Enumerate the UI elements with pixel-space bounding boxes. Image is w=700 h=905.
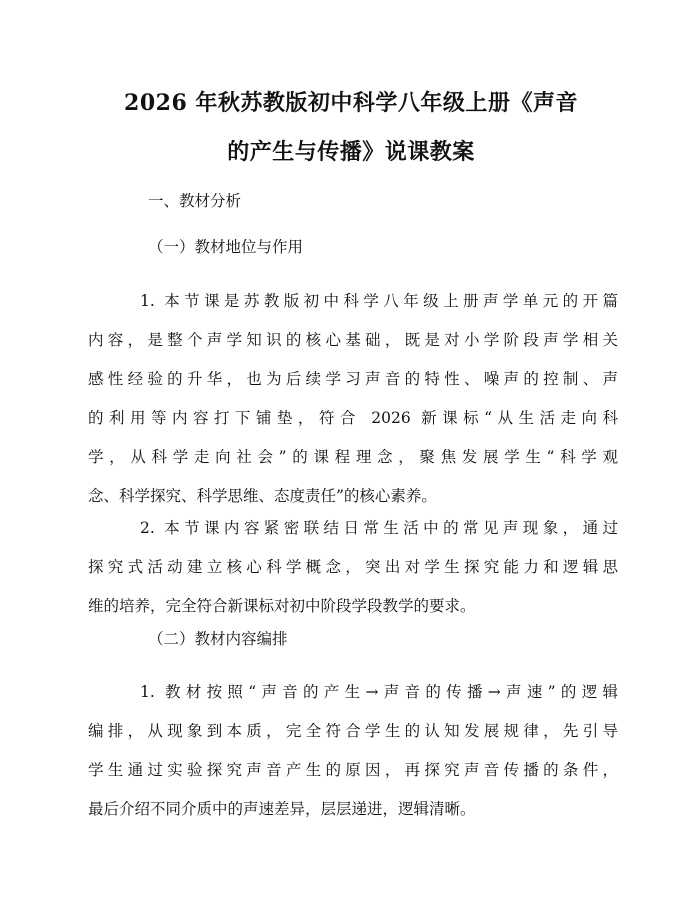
- section-heading-textbook-analysis: 一、教材分析: [148, 192, 242, 210]
- paragraph-2-line: 维的培养，完全符合新课标对初中阶段学段教学的要求。: [88, 597, 476, 615]
- document-title-line-2: 的产生与传播》说课教案: [227, 139, 475, 165]
- document-title-line-1: 2026 年秋苏教版初中科学八年级上册《声音: [124, 90, 578, 116]
- paragraph-1-line: 感性经验的升华，也为后续学习声音的特性、噪声的控制、声: [88, 370, 618, 388]
- paragraph-2-line: 探究式活动建立核心科学概念，突出对学生探究能力和逻辑思: [88, 558, 618, 576]
- paragraph-2: [88, 509, 618, 626]
- paragraph-1-line: 内容，是整个声学知识的核心基础，既是对小学阶段声学相关: [88, 331, 618, 349]
- paragraph-2-line: 2. 本节课内容紧密联结日常生活中的常见声现象，通过: [140, 519, 618, 537]
- paragraph-1-line: 学，从科学走向社会”的课程理念，聚焦发展学生“科学观: [88, 448, 618, 466]
- paragraph-3-line: 学生通过实验探究声音产生的原因，再探究声音传播的条件，: [88, 761, 618, 779]
- subsection-heading-content-arrangement: （二）教材内容编排: [148, 630, 288, 648]
- paragraph-1: [88, 282, 618, 516]
- paragraph-3-line: 1. 教材按照“声音的产生→声音的传播→声速”的逻辑: [140, 683, 618, 701]
- paragraph-3-line: 最后介绍不同介质中的声速差异，层层递进，逻辑清晰。: [88, 800, 476, 818]
- paragraph-3: [88, 673, 618, 829]
- paragraph-1-line: 的利用等内容打下铺垫，符合 2026 新课标“从生活走向科: [88, 409, 618, 427]
- paragraph-1-line: 1. 本节课是苏教版初中科学八年级上册声学单元的开篇: [140, 292, 618, 310]
- paragraph-3-line: 编排，从现象到本质，完全符合学生的认知发展规律，先引导: [88, 722, 618, 740]
- paragraph-1-line: 念、科学探究、科学思维、态度责任”的核心素养。: [88, 487, 437, 505]
- subsection-heading-position-role: （一）教材地位与作用: [148, 238, 304, 256]
